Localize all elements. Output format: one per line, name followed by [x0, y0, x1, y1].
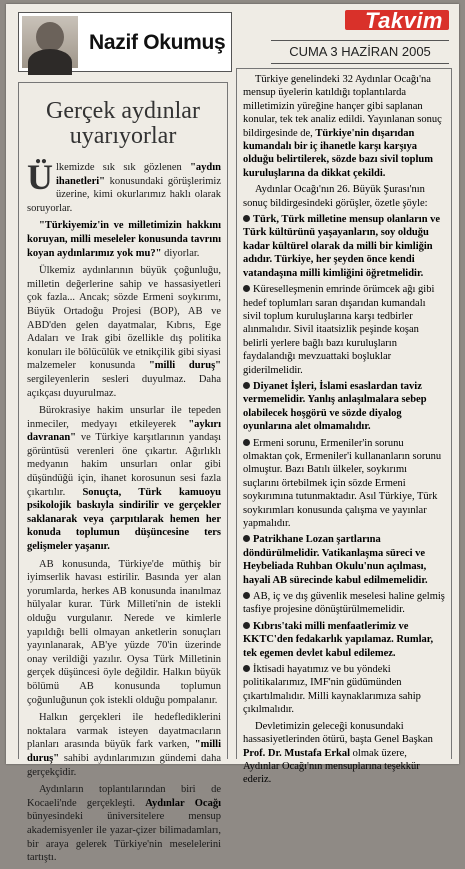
author-name: Nazif Okumuş [89, 31, 226, 54]
bullet-icon [243, 285, 250, 292]
left-column-text: Ülkemizde sık sık gözlenen "aydın ihanetleri" konusundaki görüşlerimiz üzerine, kimi okurlarımız haklı olarak soruyorlar. "Türkiyemiz'in ve milletimizin hakkını koruyan, milli meseleler konusunda tavrını koyan aydınlarımız yok mu?" diyorlar. Ülkemiz aydınlarının büyük çoğunluğu, milletin değerlerine sahip ve hassasiyetleri çok fazla... Ancak; sözde Ermeni soykırımı, Büyük Ortadoğu Projesi (BOP), AB ve ABD'den gelen dayatmalar, Kıbrıs, Ege Adaları ve Irak gibi özellikle dış politika konuları ile bölücülük ve etnikçilik gibi siyasi malzemeler konusunda "milli duruş" sergileyenlerin sesleri duyulmaz. Daha açıkçası duyurulmaz. Bürokrasiye hakim unsurlar ile tepeden inmeciler, medyayı etkileyerek "aykırı davranan" ve Türkiye karşıtlarının yandaşı görüntüsü verenleri öne çıkartır. Ağırlıklı medyanın hakim unsurları onlar gibi düşündüğü için, ihanet korosunun sesi fazla çıkartılır. Sonuçta, Türk kamuoyu psikolojik baskıyla sindirilir ve gerçekler saklanarak veya çarpıtılarak hemen her konuda toplumun düşüncesine ters gelişmeler yaşanır. AB konusunda, Türkiye'de müthiş bir iyimserlik havası estirilir. Basında yer alan yorumlarda, herkes AB konusunda inanılmaz hülyalar kurar. Türk Milleti'nin de istekli olduğu vurgulanır. Nerede ve kimlerle yapıldığı belli olmayan anketlerin sonuçları yayınlanarak, AB'ye yüzde 70'in üzerinde onay verildiği yazılır. Oysa Türk Milletinin gerçek düşüncesi öyle değildir. Halkın büyük bölümü AB konusunda toplumun çoğunluğunun çok istekli olduğu pompalanır. Halkın gerçekleri ile hedeflediklerini noktalara varmak isteyen dayatmacıların planları arasında büyük fark varken, "milli duruş" sahibi aydınlarımızın gündemi daha gerçekçidir. Aydınların toplantılarından biri de Kocaeli'nde gerçekleşti. Aydınlar Ocağı bünyesindeki üniversitelere mensup akademisyenler ile yazar-çizer bilimadamları, bir araya gelerek Türkiye'nin meselelerini tartıştı. [27, 157, 222, 864]
bullet-icon [243, 622, 250, 629]
right-column-text: Türkiye genelindeki 32 Aydınlar Ocağı'na mensup üyelerin katıldığı toplantılarda milletimizin yüreğine hançer gibi saplanan konular, tek tek analiz edildi. Yayınlanan sonuç bildirgesinde de, Türkiye'nin dışarıdan kumandalı bir iç ihanetle karşı karşıya olduğu belirtilerek, sözde bazı sivil toplum kuruluşlarına da dikkat çekildi. Aydınlar Ocağı'nın 26. Büyük Şurası'nın sonuç bildirgesindeki görüşler, özetle şöyle: Türk, Türk milletine mensup olanların ve Türk kültürünü yaşayanların, soy olduğu kadar kültürel olarak da milli bir kimliğin adıdır. Türkiye, her şeyden önce kendi vatandaşına milli kimliğini öğretmelidir. Küreselleşmenin emrinde örümcek ağı gibi hedef toplumları saran dışarıdan kumandalı sivil toplum kuruluşlarına karşı tedbirler alınmalıdır. Sivil itaatsizlik peşinde koşan belirli yerlere bağlı bazı kuruluşların faydalandığı mevzuattaki boşluklar giderilmelidir. Diyanet İşleri, İslami esaslardan taviz vermemelidir. Yanlış anlaşılmalara sebep olabilecek hoşgörü ve sözde diyalog oyunlarına alet olmamalıdır. Ermeni sorunu, Ermeniler'in sorunu olmaktan çok, Ermeniler'i kullananların sorunu olmuştur. Bazı Batılı ülkeler, soykırımı suçlarını örtebilmek için sözde Ermeni soykırımına tutunmaktadır. Asıl Türkiye, Türk soykırımları konusunda çalışma ve yayınlar yapmalıdır. Patrikhane Lozan şartlarına döndürülmelidir. Vatikanlaşma süreci ve Heybeliada Ruhban Okulu'nun açılması, hayali AB sürecinde kabul edilmemelidir. AB, iç ve dış güvenlik meselesi haline gelmiş tasfiye projesine dönüştürülmemelidir. Kıbrıs'taki milli menfaatlerimiz ve KKTC'den fedakarlık yapılamaz. Rumlar, tek egemen devlet kabul edilemez. İktisadi hayatımız ve bu yöndeki politikalarımız, IMF'nin güdümünden çıkartılmalıdır. Milli kaynaklarımıza sahip çıkılmalıdır. Devletimizin geleceği konusundaki hassasiyetlerinden ötürü, başta Genel Başkan Prof. Dr. Mustafa Erkal olmak üzere, Aydınlar Ocağı'nın mensuplarına teşekkür ederiz. [243, 74, 445, 786]
dateline: CUMA 3 HAZİRAN 2005 [271, 40, 449, 64]
bullet-icon [243, 665, 250, 672]
column-header [18, 12, 232, 72]
right-column [236, 68, 452, 786]
bullet-icon [243, 439, 250, 446]
newspaper-logo: Takvim [341, 8, 449, 34]
left-column [18, 82, 228, 864]
bullet-icon [243, 215, 250, 222]
newspaper-page [6, 4, 459, 864]
article-title: Gerçek aydınlar uyarıyorlar [46, 98, 200, 149]
bullet-icon [243, 382, 250, 389]
bullet-icon [243, 535, 250, 542]
author-photo [22, 16, 78, 68]
drop-cap: Ü [27, 157, 53, 197]
bullet-icon [243, 592, 250, 599]
